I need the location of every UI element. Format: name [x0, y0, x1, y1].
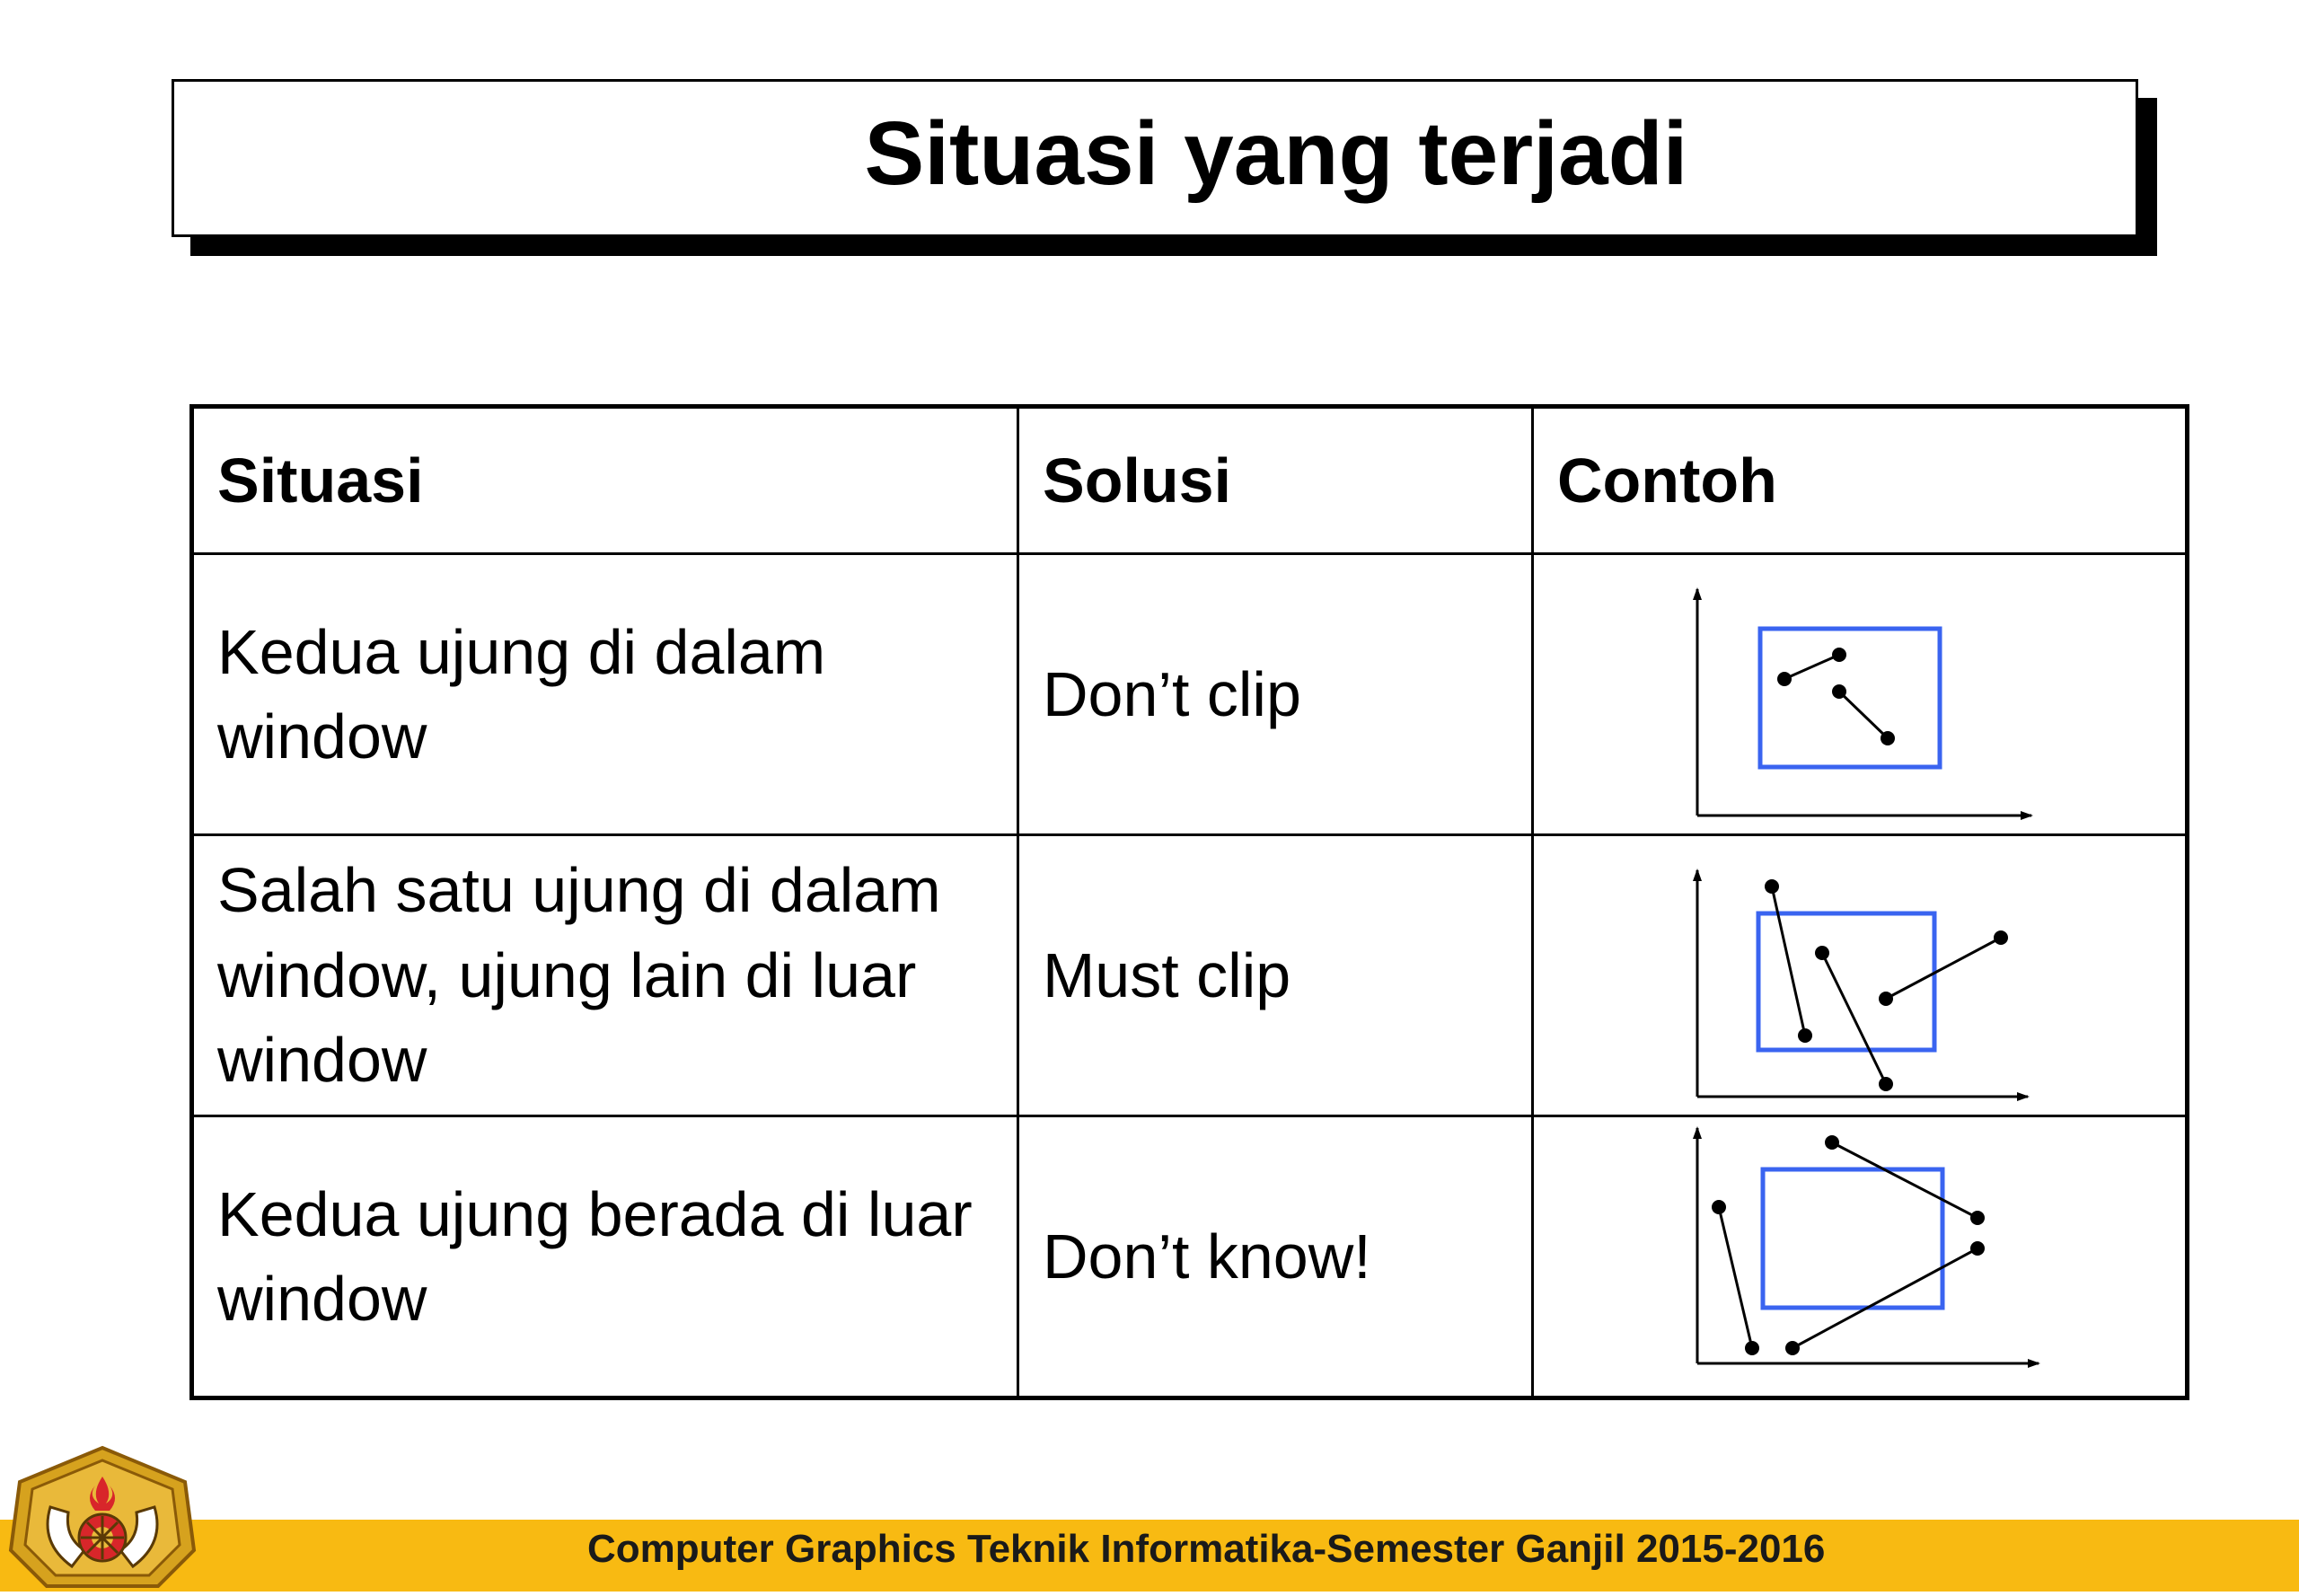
endpoint — [1994, 930, 2008, 945]
endpoint — [1765, 879, 1779, 894]
endpoint — [1785, 1341, 1800, 1355]
diagram-one-inside — [1557, 836, 2207, 1115]
endpoint — [1832, 684, 1846, 699]
situasi-cell: Kedua ujung di dalam window — [192, 554, 1018, 835]
endpoint — [1745, 1341, 1759, 1355]
endpoint — [1815, 946, 1829, 960]
table-row — [192, 1116, 2188, 1398]
line-segment — [1832, 1142, 1977, 1218]
line-segment — [1793, 1248, 1977, 1348]
contoh-cell — [1533, 554, 2188, 835]
diagram-both-outside — [1557, 1117, 2207, 1396]
endpoint — [1712, 1200, 1726, 1214]
solusi-cell: Don’t clip — [1018, 554, 1533, 835]
solusi-cell: Don’t know! — [1018, 1116, 1533, 1398]
header-solusi: Solusi — [1018, 407, 1533, 554]
endpoint — [1879, 1077, 1893, 1091]
table-row — [192, 835, 2188, 1116]
clip-window — [1758, 913, 1934, 1050]
university-seal-icon — [5, 1444, 199, 1596]
line-segment — [1784, 655, 1839, 679]
line-segment — [1839, 692, 1888, 738]
endpoint — [1832, 648, 1846, 662]
clip-window — [1763, 1169, 1942, 1308]
endpoint — [1970, 1241, 1985, 1256]
endpoint — [1881, 731, 1895, 745]
clip-window — [1760, 629, 1940, 767]
line-segment — [1822, 953, 1886, 1084]
slide-title: Situasi yang terjadi — [864, 103, 1688, 204]
endpoint — [1798, 1028, 1812, 1043]
endpoint — [1777, 672, 1792, 686]
endpoint — [1879, 992, 1893, 1006]
endpoint — [1970, 1211, 1985, 1225]
situasi-cell: Salah satu ujung di dalam window, ujung lain di luar window — [192, 835, 1018, 1116]
line-segment — [1719, 1207, 1752, 1348]
footer-text: Computer Graphics Teknik Informatika-Semester Ganjil 2015-2016 — [587, 1527, 1826, 1571]
situasi-cell: Kedua ujung berada di luar window — [192, 1116, 1018, 1398]
contoh-cell — [1533, 835, 2188, 1116]
situation-table — [189, 404, 2189, 1400]
line-segment — [1886, 938, 2001, 999]
diagram-both-inside — [1557, 555, 2207, 833]
solusi-cell: Must clip — [1018, 835, 1533, 1116]
table-row — [192, 554, 2188, 835]
title-box — [172, 79, 2138, 237]
table-header-row — [192, 407, 2188, 554]
line-segment — [1772, 886, 1805, 1036]
header-situasi: Situasi — [192, 407, 1018, 554]
contoh-cell — [1533, 1116, 2188, 1398]
endpoint — [1825, 1135, 1839, 1150]
header-contoh: Contoh — [1533, 407, 2188, 554]
